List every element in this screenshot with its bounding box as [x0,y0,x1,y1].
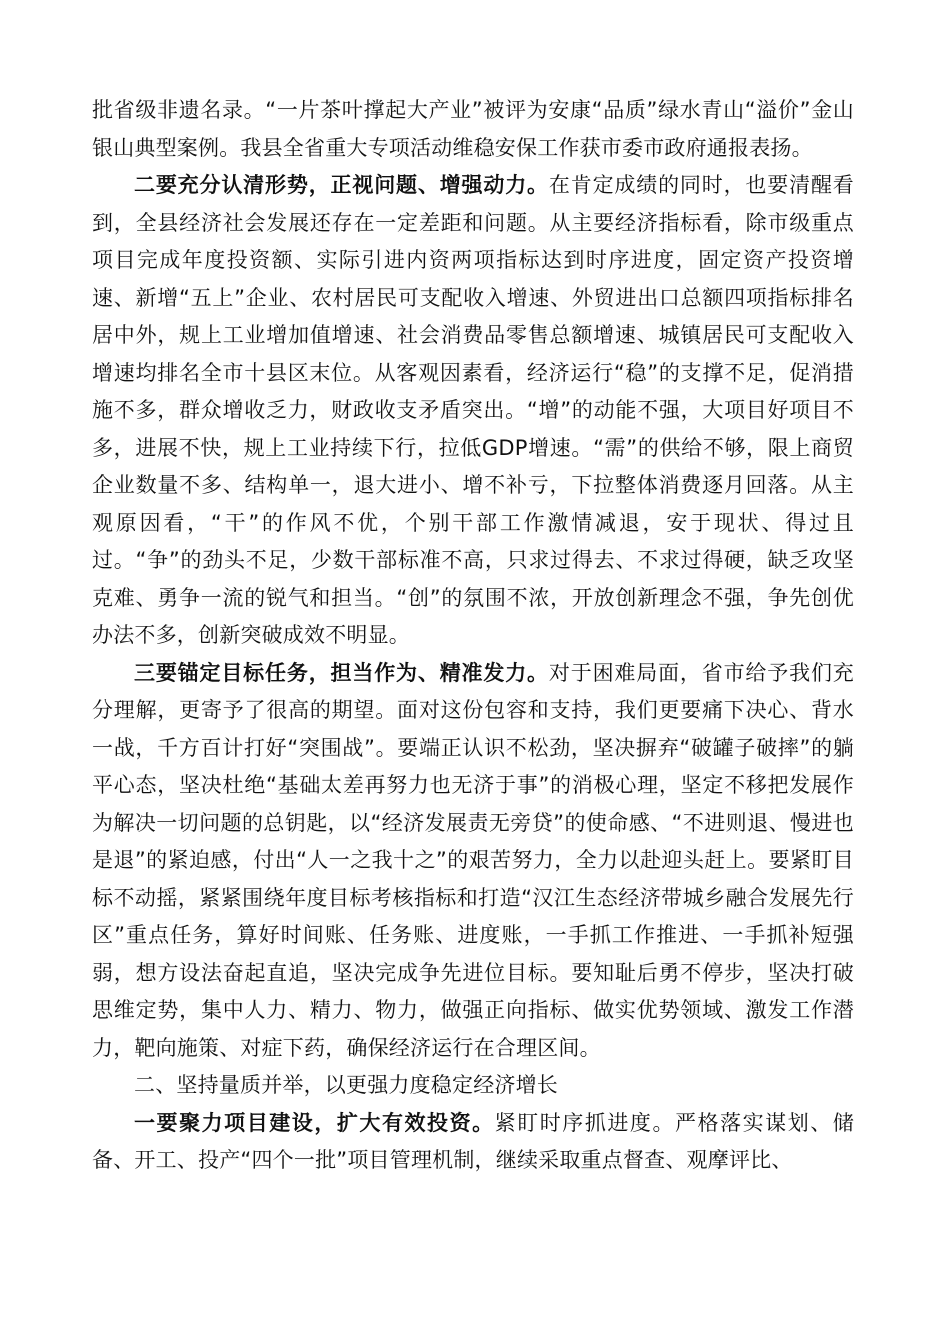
section-heading [92,1067,854,1105]
paragraph-lead-heading: 三要锚定目标任务，担当作为、精准发力。 [134,660,549,685]
paragraph-lead-heading: 一要聚力项目建设，扩大有效投资。 [134,1110,495,1135]
paragraph-targets [92,655,854,1068]
paragraph-text: 紧盯时序抓进度。严格落实谋划、储备、开工、投产“四个一批”项目管理机制，继续采取重点督查、观摩评比、 [92,1110,854,1172]
paragraph-text: 批省级非遗名录。“一片茶叶撑起大产业”被评为安康“品质”绿水青山“溢价”金山银山典型案例。我县全省重大专项活动维稳安保工作获市委市政府通报表扬。 [92,98,854,160]
section-heading-text: 二、坚持量质并举，以更强力度稳定经济增长 [134,1073,558,1097]
paragraph-text: 在肯定成绩的同时，也要清醒看到，全县经济社会发展还存在一定差距和问题。从主要经济指标看，除市级重点项目完成年度投资额、实际引进内资两项指标达到时序进度，固定资产投资增速、新增“五上”企业、农村居民可支配收入增速、外贸进出口总额四项指标排名居中外，规上工业增加值增速、社会消费品零售总额增速、城镇居民可支配收入增速均排名全市十县区末位。从客观因素看，经济运行“稳”的支撑不足，促消措施不多，群众增收乏力，财政收支矛盾突出。“增”的动能不强，大项目好项目不多，进展不快，规上工业持续下行，拉低GDP增速。“需”的供给不够，限上商贸企业数量不多、结构单一，退大进小、增不补亏，下拉整体消费逐月回落。从主观原因看，“干”的作风不优，个别干部工作激情减退，安于现状、得过且过。“争”的劲头不足，少数干部标准不高，只求过得去、不求过得硬，缺乏攻坚克难、勇争一流的锐气和担当。“创”的氛围不浓，开放创新理念不强，争先创优办法不多，创新突破成效不明显。 [92,173,854,647]
paragraph-lead-heading: 二要充分认清形势，正视问题、增强动力。 [134,173,549,197]
paragraph-text: 对于困难局面，省市给予我们充分理解，更寄予了很高的期望。面对这份包容和支持，我们更要痛下决心、背水一战，千方百计打好“突围战”。要端正认识不松劲，坚决摒弃“破罐子破摔”的躺平心态，坚决杜绝“基础太差再努力也无济于事”的消极心理，坚定不移把发展作为解决一切问题的总钥匙，以“经济发展责无旁贷”的使命感、“不进则退、慢进也是退”的紧迫感，付出“人一之我十之”的艰苦努力，全力以赴迎头赶上。要紧盯目标不动摇，紧紧围绕年度目标考核指标和打造“汉江生态经济带城乡融合发展先行区”重点任务，算好时间账、任务账、进度账，一手抓工作推进、一手抓补短强弱，想方设法奋起直追，坚决完成争先进位目标。要知耻后勇不停步，坚决打破思维定势，集中人力、精力、物力，做强正向指标、做实优势领域、激发工作潜力，靶向施策、对症下药，确保经济运行在合理区间。 [92,660,854,1060]
paragraph-continuation [92,92,854,167]
document-body [92,92,854,1180]
paragraph-projects [92,1105,854,1180]
paragraph-situation [92,167,854,655]
